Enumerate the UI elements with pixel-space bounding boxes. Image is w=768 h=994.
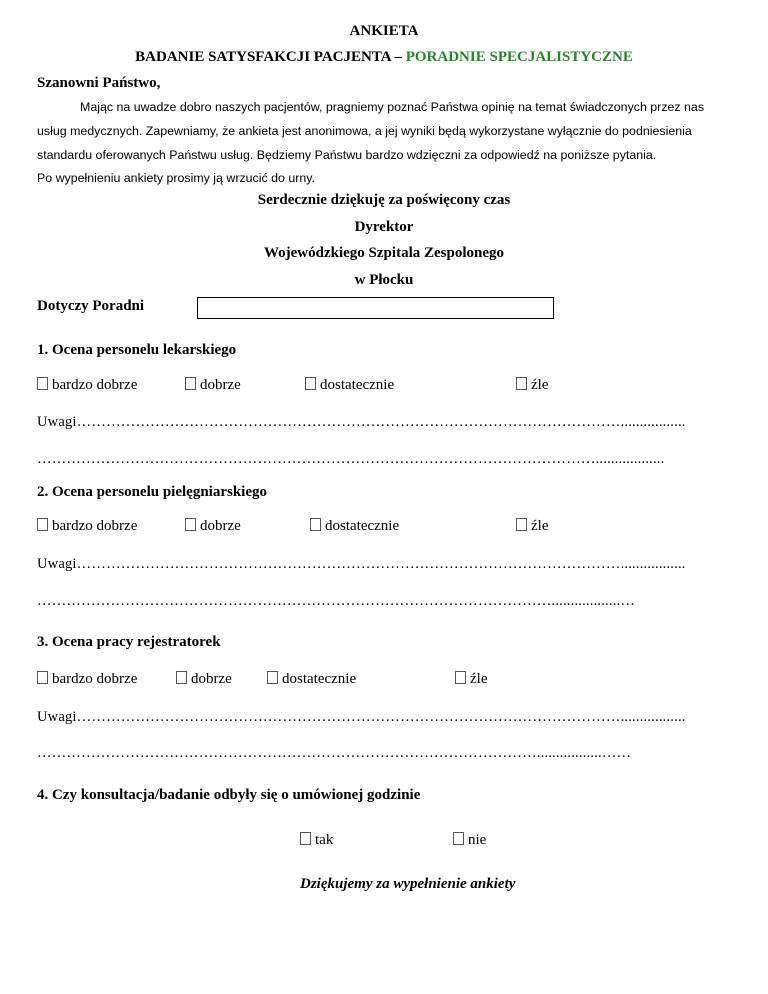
q1-option-dobrze[interactable]: dobrze — [185, 377, 241, 394]
checkbox-icon[interactable] — [185, 518, 196, 531]
signature-role: Dyrektor — [354, 219, 414, 235]
q2-option-bardzo-dobrze[interactable]: bardzo dobrze — [37, 518, 137, 535]
intro-line-2: usług medycznych. Zapewniamy, że ankieta jest anonimowa, a jej wyniki będą wykorzystane wyłącznie do podniesienia — [37, 124, 692, 138]
intro-line-1: Mając na uwadze dobro naszych pacjentów, pragniemy poznać Państwa opinię na temat świadczonych przez nas — [80, 100, 705, 114]
signature-thanks: Serdecznie dziękuję za poświęcony czas — [257, 192, 511, 208]
q3-option-dobrze[interactable]: dobrze — [176, 671, 232, 688]
subtitle-highlight: PORADNIE SPECJALISTYCZNE — [405, 49, 633, 65]
checkbox-icon[interactable] — [37, 377, 48, 390]
question-3-title: 3. Ocena pracy rejestratorek — [37, 634, 221, 650]
checkbox-icon[interactable] — [516, 518, 527, 531]
q1-option-dostatecznie[interactable]: dostatecznie — [305, 377, 394, 394]
q1-option-zle[interactable]: źle — [516, 377, 548, 394]
clinic-input[interactable] — [197, 297, 554, 319]
checkbox-icon[interactable] — [300, 832, 311, 845]
q3-remarks-line-2[interactable]: ………………………………………………………………………………………….................…… — [37, 745, 632, 761]
q1-remarks-line-1[interactable]: Uwagi…………………………………………………………………………………………………................. — [37, 414, 686, 430]
subtitle-prefix: BADANIE SATYSFAKCJI PACJENTA – — [135, 49, 406, 65]
checkbox-icon[interactable] — [310, 518, 321, 531]
checkbox-icon[interactable] — [37, 671, 48, 684]
q2-remarks-line-2[interactable]: ……………………………………………………………………………………………..................… — [37, 593, 636, 609]
question-4-title: 4. Czy konsultacja/badanie odbyły się o umówionej godzinie — [37, 787, 421, 803]
checkbox-icon[interactable] — [455, 671, 466, 684]
checkbox-icon[interactable] — [267, 671, 278, 684]
intro-line-4: Po wypełnieniu ankiety prosimy ją wrzucić do urny. — [37, 171, 315, 185]
closing-thanks: Dziękujemy za wypełnienie ankiety — [300, 876, 516, 892]
q3-option-dostatecznie[interactable]: dostatecznie — [267, 671, 356, 688]
q3-remarks-line-1[interactable]: Uwagi…………………………………………………………………………………………………................. — [37, 709, 686, 725]
q3-option-zle[interactable]: źle — [455, 671, 487, 688]
checkbox-icon[interactable] — [185, 377, 196, 390]
q2-option-dobrze[interactable]: dobrze — [185, 518, 241, 535]
q1-option-bardzo-dobrze[interactable]: bardzo dobrze — [37, 377, 137, 394]
clinic-label: Dotyczy Poradni — [37, 298, 145, 314]
q4-option-nie[interactable]: nie — [453, 832, 486, 849]
q2-option-zle[interactable]: źle — [516, 518, 548, 535]
remarks-label: Uwagi — [37, 556, 77, 572]
remarks-label: Uwagi — [37, 709, 77, 725]
question-1-title: 1. Ocena personelu lekarskiego — [37, 342, 237, 358]
q3-option-bardzo-dobrze[interactable]: bardzo dobrze — [37, 671, 137, 688]
q2-option-dostatecznie[interactable]: dostatecznie — [310, 518, 399, 535]
checkbox-icon[interactable] — [37, 518, 48, 531]
q2-remarks-line-1[interactable]: Uwagi…………………………………………………………………………………………………................. — [37, 556, 686, 572]
signature-org: Wojewódzkiego Szpitala Zespolonego — [263, 245, 504, 261]
checkbox-icon[interactable] — [516, 377, 527, 390]
document-subtitle — [0, 49, 768, 66]
signature-city: w Płocku — [354, 272, 414, 288]
checkbox-icon[interactable] — [453, 832, 464, 845]
remarks-label: Uwagi — [37, 414, 77, 430]
q4-option-tak[interactable]: tak — [300, 832, 333, 849]
checkbox-icon[interactable] — [176, 671, 187, 684]
question-2-title: 2. Ocena personelu pielęgniarskiego — [37, 484, 267, 500]
document-title: ANKIETA — [349, 23, 419, 39]
q1-remarks-line-2[interactable]: …………………………………………………………………………………………………….................. — [37, 451, 665, 467]
checkbox-icon[interactable] — [305, 377, 316, 390]
intro-line-3: standardu oferowanych Państwu usług. Będziemy Państwu bardzo wdzięczni za odpowiedź na poniższe pytania. — [37, 148, 657, 162]
salutation: Szanowni Państwo, — [37, 75, 161, 91]
